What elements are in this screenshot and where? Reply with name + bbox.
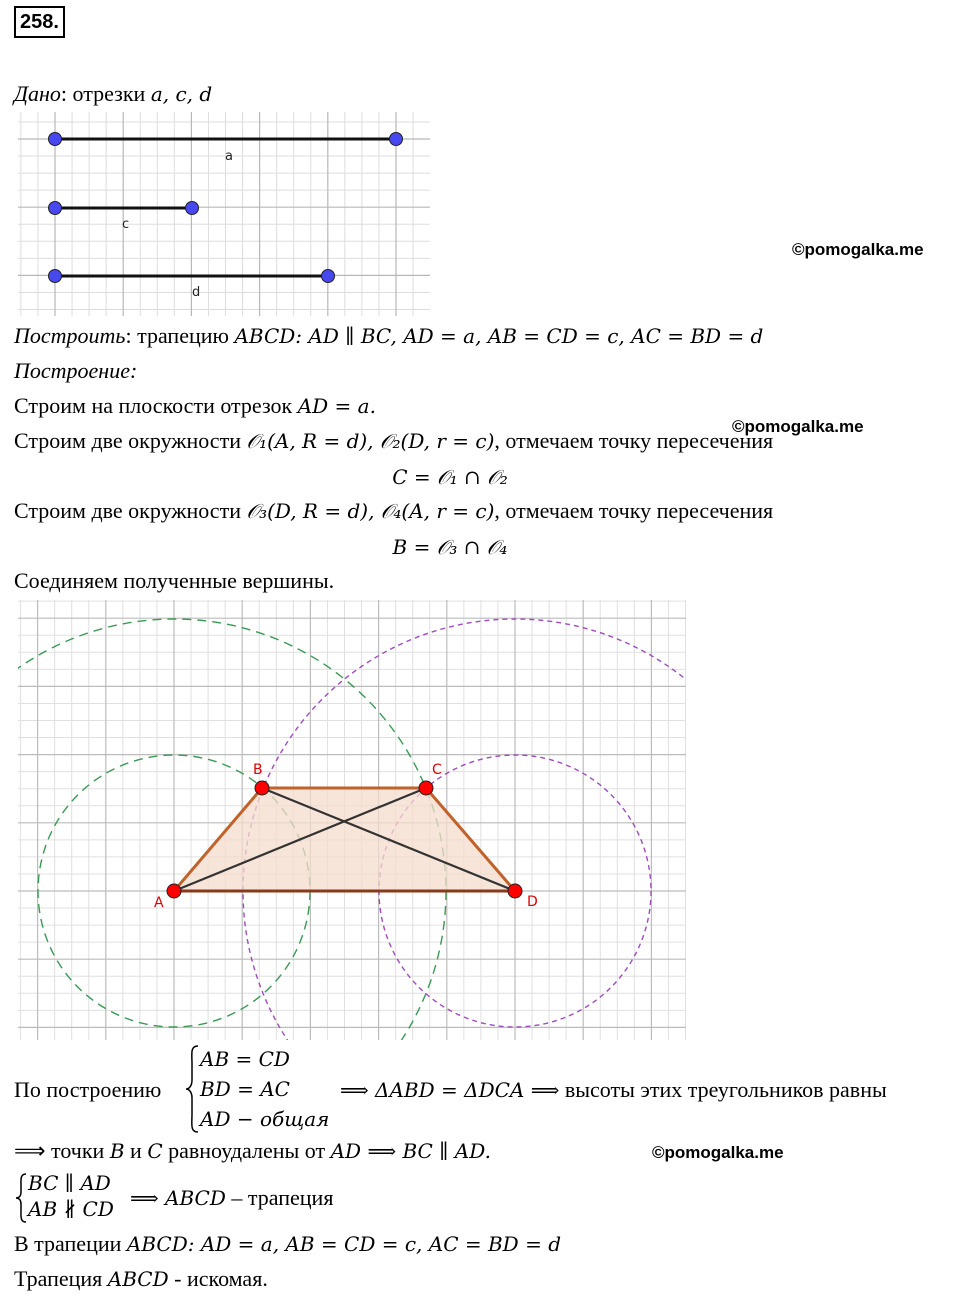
system2-brace (14, 1172, 28, 1224)
segments-grid (18, 112, 430, 316)
construct-line (14, 322, 763, 350)
formula-c: C = 𝒪₁ ∩ 𝒪₂ (392, 465, 508, 489)
proof-system-line-2: BD = AC (200, 1077, 290, 1101)
proof-system (200, 1044, 329, 1134)
segment-a-label: a (225, 149, 233, 164)
problem-number: 258. (14, 6, 65, 38)
proof-system2-result: ⟹ ABCD – трапеция (130, 1185, 334, 1210)
segments-grid-major (18, 112, 430, 316)
segment-d-label: d (192, 285, 201, 300)
proof-system-line-1: AB = CD (200, 1047, 290, 1071)
segment-c-end-point (186, 202, 199, 215)
construct-text: : трапецию (125, 323, 235, 348)
construct-label: Построить (14, 323, 126, 348)
segment-c-label: c (122, 217, 130, 232)
step-4: Соединяем полученные вершины. (14, 568, 335, 593)
point-b (255, 781, 269, 795)
point-b-label: B (253, 762, 263, 778)
point-a (167, 884, 181, 898)
proof-system-line-3: AD − общая (200, 1107, 330, 1131)
final-line-1: В трапеции ABCD: AD = a, AB = CD = c, AC = BD = d (14, 1231, 561, 1256)
proof-line-2: ⟹ точки B и C равноудалены от AD ⟹ BC ∥ AD. (14, 1138, 491, 1163)
step-3: Строим две окружности 𝒪₃(D, R = d), 𝒪₄(A, r = c), отмечаем точку пересечения (14, 498, 774, 523)
point-d (508, 884, 522, 898)
point-c-label: C (432, 762, 442, 778)
proof-system2-line-1: BC ∥ AD (28, 1171, 111, 1195)
point-a-label: A (154, 895, 164, 911)
point-c (419, 781, 433, 795)
proof-system2-line-2: AB ∦ CD (28, 1197, 114, 1221)
segment-a-end-point (390, 133, 403, 146)
given-label: Дано (14, 81, 61, 106)
formula-b: B = 𝒪₃ ∩ 𝒪₄ (392, 535, 508, 559)
construction-figure (18, 600, 686, 1040)
watermark-2: ©pomogalka.me (732, 417, 864, 436)
given-text: : отрезки (60, 81, 151, 106)
system-brace (184, 1044, 200, 1134)
given-line (14, 80, 212, 108)
segment-d-start-point (49, 270, 62, 283)
segments-figure (18, 112, 430, 316)
step-2: Строим две окружности 𝒪₁(A, R = d), 𝒪₂(D, r = c), отмечаем точку пересечения (14, 428, 774, 453)
construct-math: ABCD: AD ∥ BC, AD = a, AB = CD = c, AC = BD = d (234, 324, 764, 348)
watermark-3: ©pomogalka.me (652, 1143, 784, 1162)
proof-system-2 (28, 1170, 114, 1222)
segment-a-start-point (49, 133, 62, 146)
proof-lead: По построению (14, 1077, 162, 1102)
point-d-label: D (527, 894, 538, 910)
watermark-1: ©pomogalka.me (792, 240, 924, 259)
step-1: Строим на плоскости отрезок AD = a. (14, 393, 376, 418)
segment-c-start-point (49, 202, 62, 215)
segment-d-end-point (322, 270, 335, 283)
proof-conclusion: ⟹ ΔABD = ΔDCA ⟹ высоты этих треугольников равны (340, 1077, 887, 1102)
final-line-2: Трапеция ABCD - искомая. (14, 1266, 268, 1291)
construction-label: Построение: (14, 358, 138, 383)
given-math: a, c, d (150, 82, 213, 106)
